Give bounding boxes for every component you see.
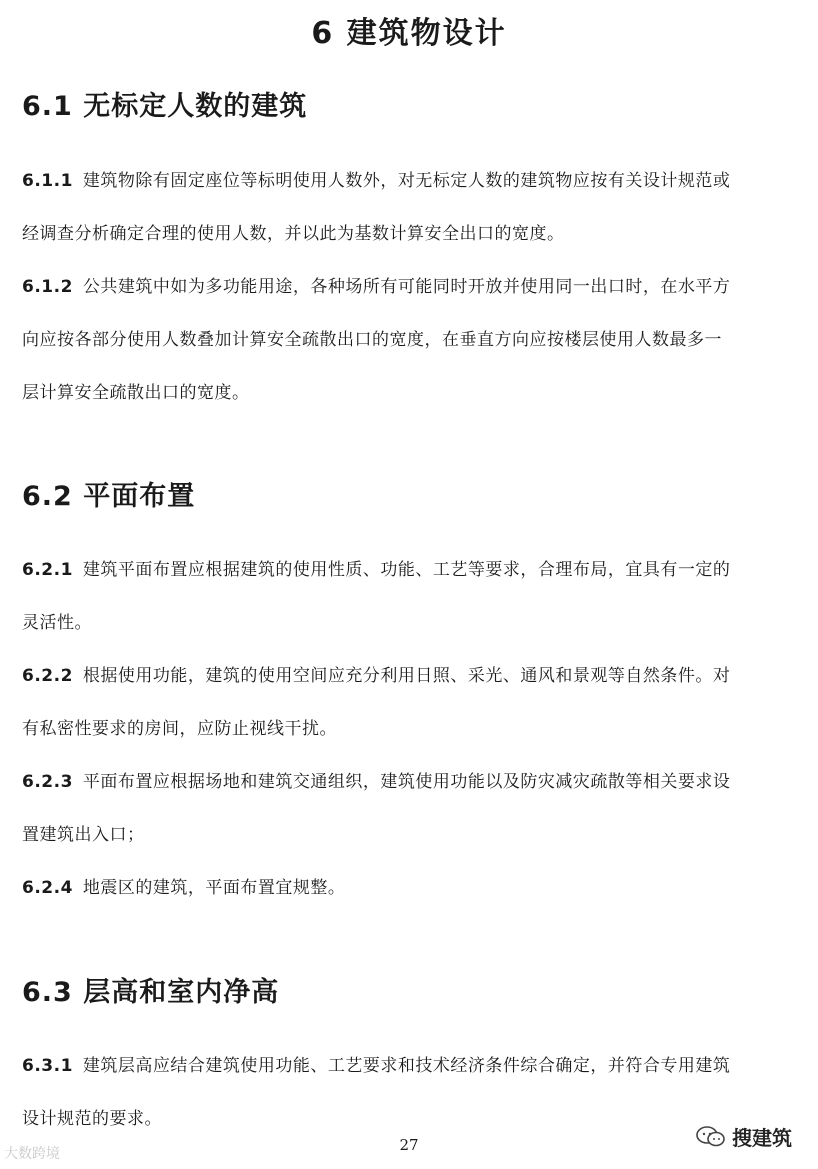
section-heading-6-1: 6.1 无标定人数的建筑 <box>22 91 308 122</box>
clause-line: 根据使用功能，建筑的使用空间应充分利用日照、采光、通风和景观等自然条件。对 <box>82 666 731 686</box>
page-number: 27 <box>399 1136 419 1154</box>
watermark-left-text: 大数跨境 <box>4 1146 60 1162</box>
clause-line: 设计规范的要求。 <box>22 1109 162 1129</box>
clause-number: 6.2.3 <box>22 772 73 792</box>
clause-line: 向应按各部分使用人数叠加计算安全疏散出口的宽度，在垂直方向应按楼层使用人数最多一 <box>22 330 722 350</box>
chapter-title: 6 建筑物设计 <box>311 16 507 51</box>
clause-number: 6.2.2 <box>22 666 73 686</box>
clause-6-2-2 <box>22 650 800 756</box>
clause-line: 有私密性要求的房间，应防止视线干扰。 <box>22 719 337 739</box>
clause-line: 公共建筑中如为多功能用途，各种场所有可能同时开放并使用同一出口时，在水平方 <box>82 277 731 297</box>
watermark-right-text: 搜建筑 <box>732 1126 792 1150</box>
clause-line: 置建筑出入口； <box>22 825 145 845</box>
clause-6-2-1 <box>22 544 800 650</box>
clause-6-2-4 <box>22 862 800 915</box>
clause-6-1-2 <box>22 261 800 420</box>
clause-number: 6.2.4 <box>22 878 73 898</box>
clause-line: 建筑平面布置应根据建筑的使用性质、功能、工艺等要求，合理布局，宜具有一定的 <box>82 560 731 580</box>
watermark-left <box>4 1143 60 1163</box>
clause-number: 6.3.1 <box>22 1056 73 1076</box>
wechat-icon <box>696 1126 726 1148</box>
section-heading-6-3: 6.3 层高和室内净高 <box>22 977 280 1008</box>
clause-6-1-1 <box>22 155 800 261</box>
clause-line: 建筑物除有固定座位等标明使用人数外，对无标定人数的建筑物应按有关设计规范或 <box>82 171 731 191</box>
clause-6-2-3 <box>22 756 800 862</box>
clause-number: 6.1.1 <box>22 171 73 191</box>
clause-number: 6.1.2 <box>22 277 73 297</box>
watermark-right <box>696 1122 792 1151</box>
clause-line: 灵活性。 <box>22 613 92 633</box>
section-heading-6-2: 6.2 平面布置 <box>22 481 196 512</box>
clause-line: 经调查分析确定合理的使用人数，并以此为基数计算安全出口的宽度。 <box>22 224 565 244</box>
clause-6-3-1 <box>22 1040 800 1146</box>
clause-line: 平面布置应根据场地和建筑交通组织，建筑使用功能以及防灾减灾疏散等相关要求设 <box>82 772 731 792</box>
clause-number: 6.2.1 <box>22 560 73 580</box>
clause-line: 地震区的建筑，平面布置宜规整。 <box>82 878 346 898</box>
clause-line: 层计算安全疏散出口的宽度。 <box>22 383 250 403</box>
clause-line: 建筑层高应结合建筑使用功能、工艺要求和技术经济条件综合确定，并符合专用建筑 <box>82 1056 731 1076</box>
